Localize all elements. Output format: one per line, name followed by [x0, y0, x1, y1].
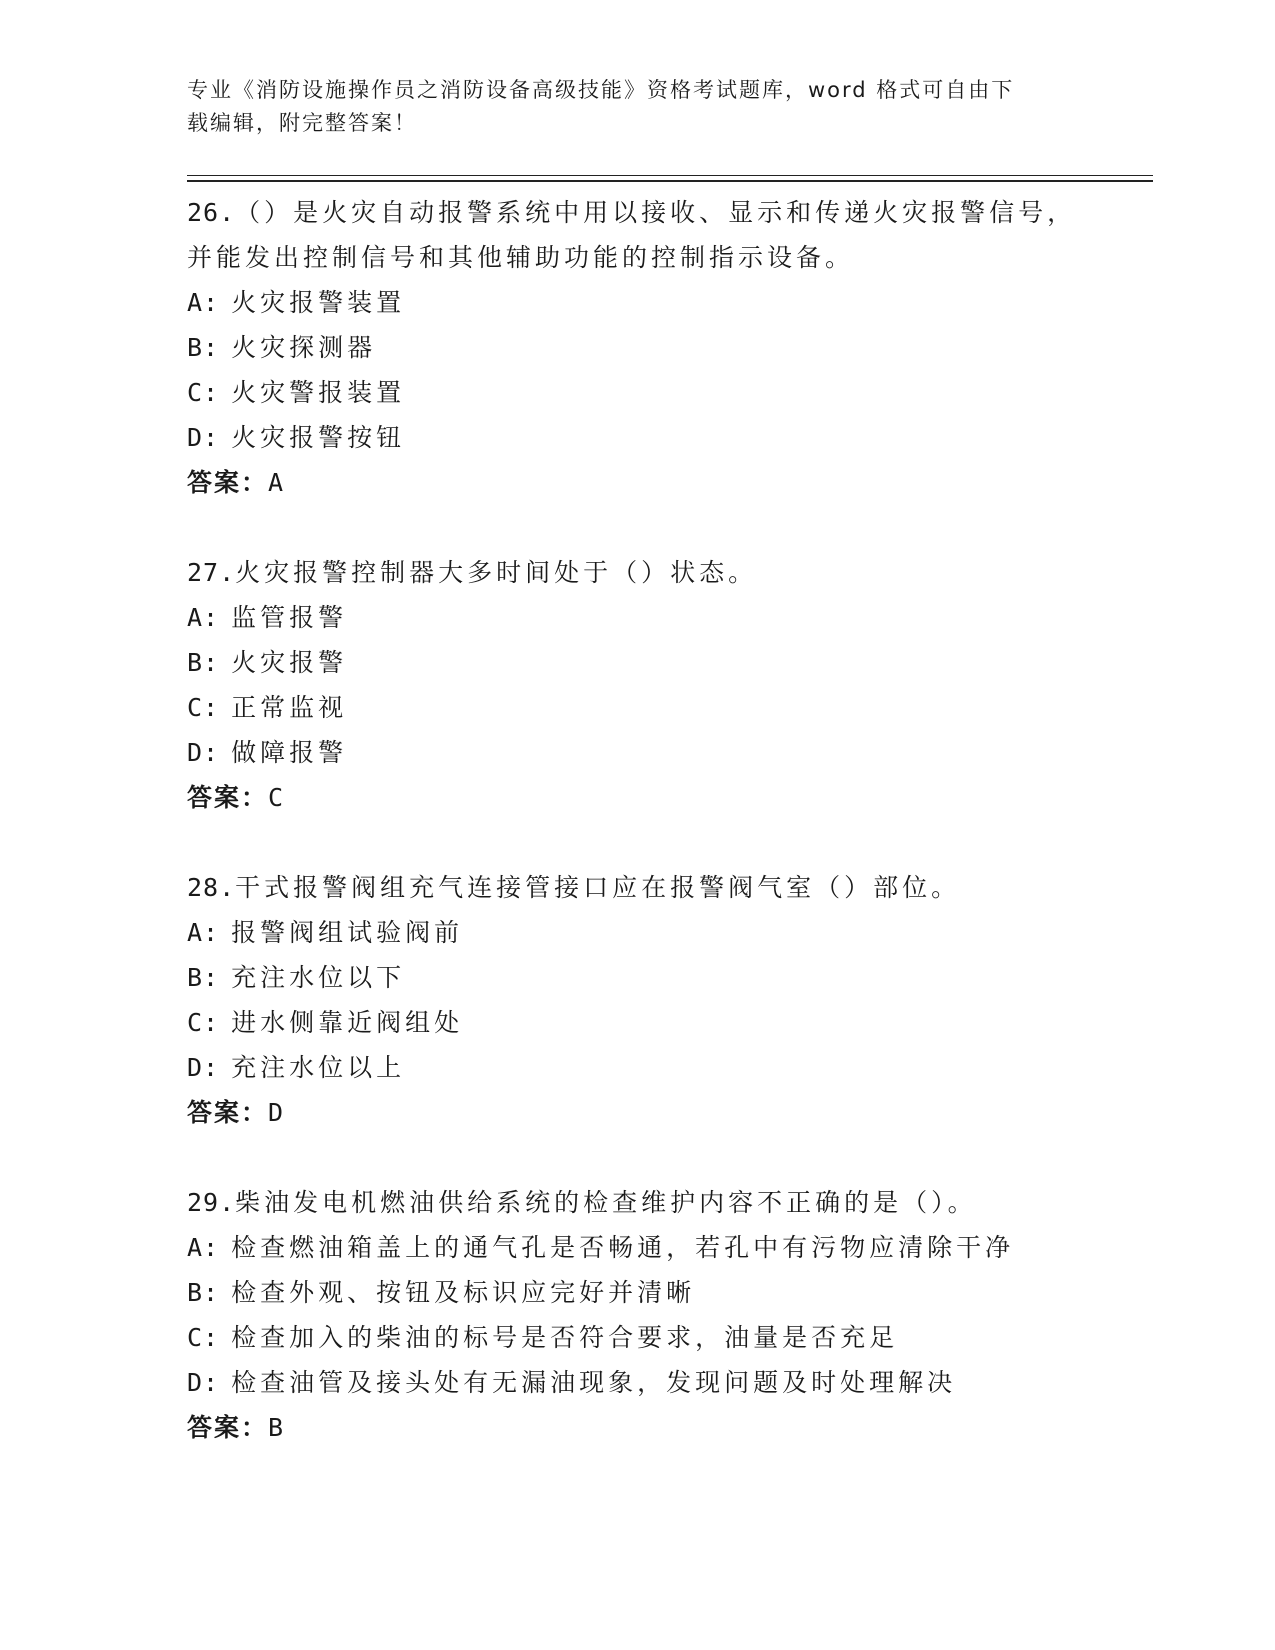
- question-text: [187, 1180, 1153, 1225]
- option-c: [187, 370, 1153, 415]
- option-b: [187, 955, 1153, 1000]
- option-text: 火灾探测器: [231, 333, 377, 362]
- option-c: [187, 685, 1153, 730]
- option-text: 火灾报警: [231, 648, 348, 677]
- question-text: [187, 550, 1153, 595]
- option-b: [187, 1270, 1153, 1315]
- answer-line: [187, 1405, 1153, 1450]
- option-a: [187, 280, 1153, 325]
- option-text: 进水侧靠近阀组处: [231, 1008, 464, 1037]
- question-item: [187, 190, 1153, 505]
- option-letter: D:: [187, 738, 220, 767]
- question-text-line-2: 并能发出控制信号和其他辅助功能的控制指示设备。: [187, 243, 855, 272]
- option-d: [187, 415, 1153, 460]
- question-text-line-1: 火灾报警控制器大多时间处于（）状态。: [235, 558, 758, 587]
- question-text-line-1: （）是火灾自动报警系统中用以接收、显示和传递火灾报警信号，: [235, 198, 1077, 227]
- option-letter: A:: [187, 1233, 220, 1262]
- header-line-2: 载编辑，附完整答案！: [187, 111, 417, 135]
- answer-label: 答案：: [187, 1413, 269, 1442]
- option-d: [187, 1360, 1153, 1405]
- answer-line: [187, 1090, 1153, 1135]
- option-letter: C:: [187, 693, 220, 722]
- question-item: [187, 1180, 1153, 1450]
- option-letter: A:: [187, 918, 220, 947]
- question-number: 27.: [187, 558, 236, 587]
- answer-value: B: [268, 1413, 285, 1442]
- option-text: 火灾报警装置: [231, 288, 406, 317]
- option-text: 火灾警报装置: [231, 378, 406, 407]
- question-text: [187, 190, 1153, 235]
- option-a: [187, 595, 1153, 640]
- option-letter: D:: [187, 423, 220, 452]
- document-header: [187, 74, 1067, 140]
- question-text-line-1: 柴油发电机燃油供给系统的检查维护内容不正确的是（）。: [235, 1188, 977, 1217]
- question-item: [187, 865, 1153, 1135]
- option-text: 做障报警: [231, 738, 348, 767]
- option-letter: C:: [187, 1008, 220, 1037]
- option-text: 充注水位以下: [231, 963, 406, 992]
- option-a: [187, 910, 1153, 955]
- question-number: 28.: [187, 873, 236, 902]
- question-item: [187, 550, 1153, 820]
- option-d: [187, 1045, 1153, 1090]
- header-line-1: 专业《消防设施操作员之消防设备高级技能》资格考试题库，word 格式可自由下: [187, 78, 1015, 102]
- option-letter: C:: [187, 378, 220, 407]
- option-letter: A:: [187, 603, 220, 632]
- option-b: [187, 325, 1153, 370]
- option-text: 火灾报警按钮: [231, 423, 406, 452]
- option-letter: B:: [187, 333, 220, 362]
- question-list: [187, 190, 1153, 1495]
- option-text: 正常监视: [231, 693, 348, 722]
- answer-label: 答案：: [187, 468, 269, 497]
- option-letter: C:: [187, 1323, 220, 1352]
- question-number: 29.: [187, 1188, 236, 1217]
- answer-label: 答案：: [187, 1098, 269, 1127]
- option-text: 检查外观、按钮及标识应完好并清晰: [231, 1278, 696, 1307]
- option-d: [187, 730, 1153, 775]
- answer-line: [187, 460, 1153, 505]
- option-c: [187, 1315, 1153, 1360]
- question-text: [187, 865, 1153, 910]
- option-text: 监管报警: [231, 603, 348, 632]
- answer-value: C: [268, 783, 285, 812]
- option-letter: B:: [187, 963, 220, 992]
- answer-value: D: [268, 1098, 285, 1127]
- option-text: 检查油管及接头处有无漏油现象，发现问题及时处理解决: [231, 1368, 957, 1397]
- option-text: 充注水位以上: [231, 1053, 406, 1082]
- option-letter: B:: [187, 648, 220, 677]
- option-letter: A:: [187, 288, 220, 317]
- option-text: 检查燃油箱盖上的通气孔是否畅通，若孔中有污物应清除干净: [231, 1233, 1015, 1262]
- option-letter: B:: [187, 1278, 220, 1307]
- header-divider-thin: [187, 175, 1153, 176]
- option-text: 检查加入的柴油的标号是否符合要求，油量是否充足: [231, 1323, 899, 1352]
- option-b: [187, 640, 1153, 685]
- option-letter: D:: [187, 1368, 220, 1397]
- option-c: [187, 1000, 1153, 1045]
- option-letter: D:: [187, 1053, 220, 1082]
- header-divider-thick: [187, 180, 1153, 182]
- option-text: 报警阀组试验阀前: [231, 918, 464, 947]
- answer-label: 答案：: [187, 783, 269, 812]
- answer-value: A: [268, 468, 285, 497]
- question-text-line-1: 干式报警阀组充气连接管接口应在报警阀气室（）部位。: [235, 873, 961, 902]
- answer-line: [187, 775, 1153, 820]
- question-number: 26.: [187, 198, 236, 227]
- option-a: [187, 1225, 1153, 1270]
